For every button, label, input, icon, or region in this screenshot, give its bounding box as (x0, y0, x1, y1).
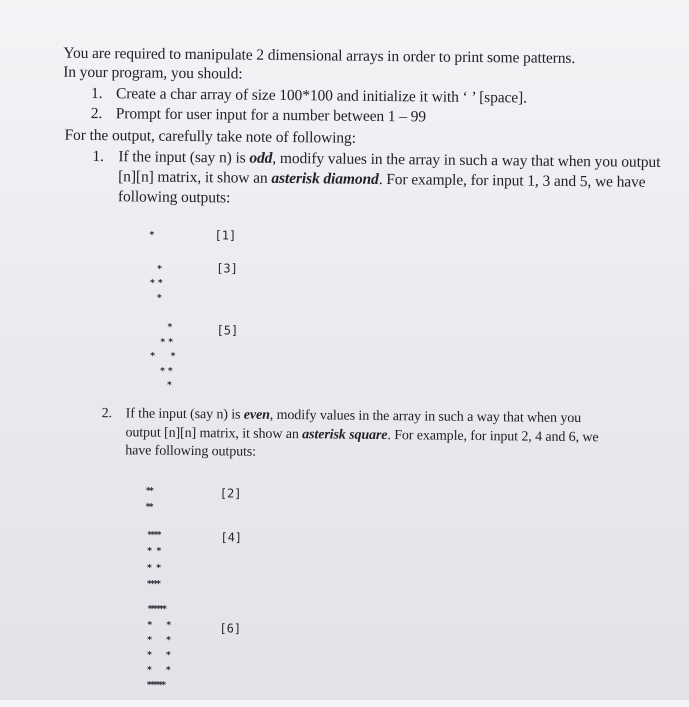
square-4-row-1: **** (147, 530, 160, 541)
example-label-3: [3] (216, 261, 238, 276)
square-6-row-2: * * (147, 620, 170, 631)
even-emphasis: even (243, 407, 270, 423)
diamond-5-row-4: * * (160, 366, 173, 377)
example-label-1: [1] (214, 228, 237, 243)
diamond-3-middle: * * (149, 278, 163, 289)
diamond-5-row-5: * (166, 380, 172, 391)
example-label-6: [6] (219, 621, 242, 636)
rule-2-line-1-b: , modify values in the array in such a way that when you (269, 407, 582, 427)
rule-1-line-3: following outputs: (117, 188, 231, 207)
diamond-5-row-1: * (167, 322, 173, 333)
rule-1-line-2-b: . For example, for input 1, 3 and 5, we have (378, 170, 646, 191)
rule-2-line-1 (126, 405, 582, 427)
diamond-3-bottom: * (156, 293, 162, 304)
square-6-row-5: * * (146, 665, 169, 676)
square-4-row-3: * * (147, 563, 160, 574)
rule-2-line-1-a: If the input (say n) is (125, 406, 244, 423)
step-1-text: Create a char array of size 100*100 and initialize it with ‘ ’ [space]. (115, 85, 528, 107)
rule-1-line-1-b: , modify values in the array in such a way that when you output (272, 149, 661, 171)
diamond-5-row-3: * * (150, 351, 176, 362)
square-2-row-2: ** (145, 502, 152, 513)
output-heading: For the output, carefully take note of following: (64, 126, 356, 147)
step-2-text: Prompt for user input for a number between 1 – 99 (115, 105, 427, 126)
square-6-row-3: * * (147, 635, 170, 646)
square-6-row-6: ****** (146, 680, 165, 691)
diamond-1-star: * (149, 230, 155, 241)
square-4-row-2: * * (147, 546, 160, 557)
square-4-row-4: **** (146, 579, 160, 590)
step-1-number: 1. (90, 84, 103, 103)
example-label-4: [4] (220, 530, 243, 545)
odd-emphasis: odd (249, 149, 273, 167)
step-2-number: 2. (90, 104, 103, 123)
rule-2-line-2-a: output [n][n] matrix, it show an (125, 425, 303, 443)
rule-1-line-1-a: If the input (say n) is (118, 148, 250, 167)
square-2-row-1: ** (145, 486, 153, 497)
rule-2-line-3: have following outputs: (125, 443, 257, 460)
diamond-3-top: * (157, 264, 162, 275)
diamond-emphasis: asterisk diamond (271, 169, 379, 188)
rule-1-number: 1. (92, 147, 104, 166)
example-label-2: [2] (219, 486, 242, 501)
rule-1-line-2-a: [n][n] matrix, it show an (118, 168, 272, 187)
diamond-5-row-2: * * (160, 337, 174, 348)
example-label-5: [5] (216, 323, 239, 338)
intro-line-2: In your program, you should: (63, 63, 243, 83)
intro-line-1: You are required to manipulate 2 dimensional arrays in order to print some patterns. (63, 44, 576, 68)
square-6-row-1: ****** (147, 604, 166, 615)
square-emphasis: asterisk square (302, 427, 388, 444)
rule-2-line-2-b: . For example, for input 2, 4 and 6, we (387, 428, 599, 446)
square-6-row-4: * * (147, 650, 170, 661)
rule-2-number: 2. (101, 406, 113, 422)
